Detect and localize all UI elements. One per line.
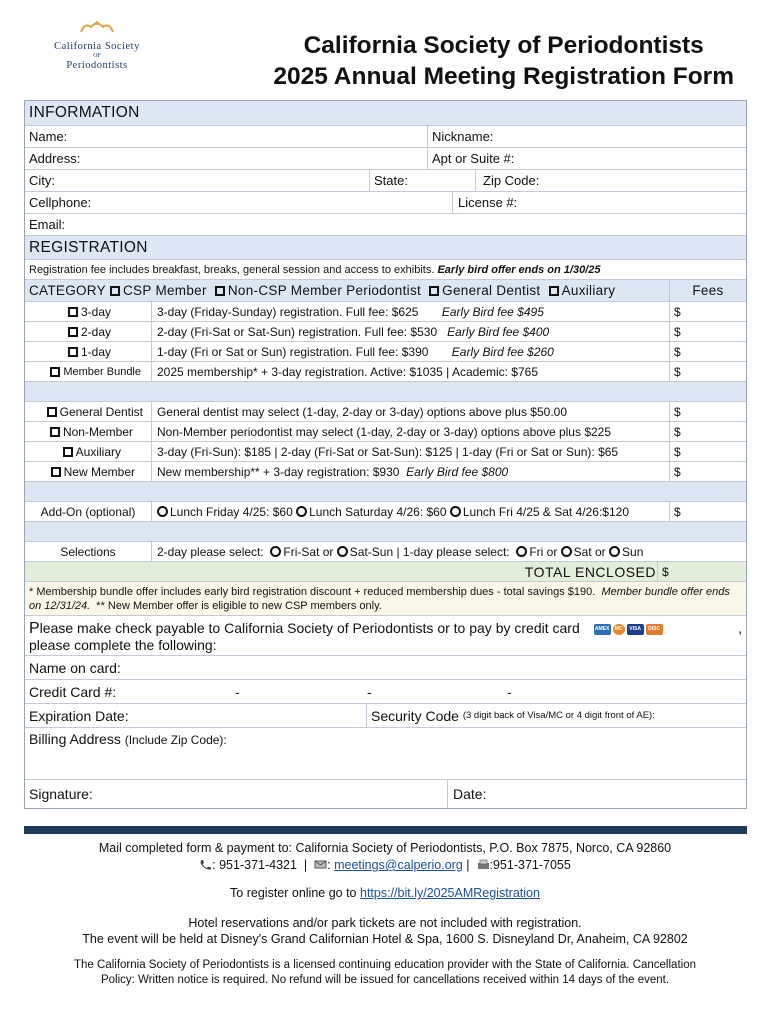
sel-fri-sat-radio[interactable] <box>270 546 281 557</box>
option-2day-desc-text: 2-day (Fri-Sat or Sat-Sun) registration. Full fee: $530 <box>157 324 438 339</box>
payment-intro-big: P <box>29 620 40 637</box>
option-row <box>25 442 746 462</box>
option-member-bundle[interactable] <box>25 362 151 381</box>
contact-email-link[interactable]: meetings@calperio.org <box>334 858 463 872</box>
addon-lunch-fri-label: Lunch Friday 4/25: $60 <box>170 504 293 519</box>
cellphone-field[interactable]: Cellphone: <box>29 195 92 210</box>
contact-line <box>0 857 770 873</box>
expiration-row <box>25 704 746 728</box>
billing-row <box>25 728 746 780</box>
addon-label: Add-On (optional) <box>40 504 136 519</box>
footer-divider <box>24 826 747 834</box>
sel-sat-radio[interactable] <box>561 546 572 557</box>
visa-icon: VISA <box>627 624 644 635</box>
name-on-card-field[interactable]: Name on card: <box>29 659 121 676</box>
payment-intro-text: lease make check payable to California Society of Periodontists or to pay by credit card <box>39 620 580 636</box>
option-row <box>25 322 746 342</box>
expiration-field[interactable]: Expiration Date: <box>29 707 129 724</box>
option-row <box>25 462 746 482</box>
option-member-bundle-fee[interactable]: $ <box>669 362 746 381</box>
option-new-member-desc <box>151 462 669 481</box>
option-general-dentist-fee[interactable]: $ <box>669 402 746 421</box>
sel-fri-sat-label: Fri-Sat or <box>283 544 334 559</box>
option-2day-label: 2-day <box>80 324 111 339</box>
option-3day[interactable] <box>25 302 151 321</box>
email-field[interactable]: Email: <box>29 217 66 232</box>
spacer-row <box>25 522 746 542</box>
early-bird-deadline: Early bird offer ends on 1/30/25 <box>437 263 601 276</box>
sel-sun-radio[interactable] <box>609 546 620 557</box>
option-3day-label: 3-day <box>80 304 111 319</box>
city-field[interactable]: City: <box>29 173 55 188</box>
credit-card-dash-1: - <box>235 683 240 700</box>
nickname-field[interactable]: Nickname: <box>427 126 746 147</box>
option-1day-checkbox[interactable] <box>68 347 78 357</box>
category-label: CATEGORY <box>29 283 106 298</box>
selections-options <box>151 542 746 561</box>
phone-icon <box>199 859 212 870</box>
addon-fee[interactable]: $ <box>669 502 746 521</box>
mail-instructions: Mail completed form & payment to: California Society of Periodontists, P.O. Box 7875, Norco, CA 92860 <box>98 841 672 855</box>
addon-lunch-sat-radio[interactable] <box>296 506 307 517</box>
mastercard-icon: MC <box>613 624 625 635</box>
logo-line3: Periodontists <box>66 60 128 71</box>
option-auxiliary-fee[interactable]: $ <box>669 442 746 461</box>
note-end: ** New Member offer is eligible to new CSP members only. <box>96 600 382 612</box>
fee-note <box>29 260 746 279</box>
title-line2: 2025 Annual Meeting Registration Form <box>273 63 734 90</box>
information-section-header <box>25 101 746 126</box>
addon-row <box>25 502 746 522</box>
logo-line2: OF <box>93 53 101 59</box>
option-3day-fee[interactable]: $ <box>669 302 746 321</box>
security-code-note: (3 digit back of Visa/MC or 4 digit front of AE): <box>462 710 655 721</box>
option-2day-checkbox[interactable] <box>68 327 78 337</box>
option-auxiliary-label: Auxiliary <box>75 444 121 459</box>
option-row <box>25 342 746 362</box>
option-1day-label: 1-day <box>80 344 111 359</box>
fax-icon <box>477 859 490 870</box>
address-field[interactable]: Address: <box>29 151 81 166</box>
payment-intro-comma: , <box>738 620 742 636</box>
license-field[interactable]: License #: <box>452 192 746 213</box>
signature-field[interactable]: Signature: <box>29 786 93 802</box>
online-registration-link[interactable]: https://bit.ly/2025AMRegistration <box>360 886 540 900</box>
date-field[interactable]: Date: <box>447 780 746 808</box>
csp-member-checkbox[interactable] <box>110 286 120 296</box>
address-row <box>25 148 746 170</box>
option-1day-early: Early Bird fee $260 <box>451 344 554 359</box>
option-auxiliary-checkbox[interactable] <box>63 447 73 457</box>
contact-sep-2: | <box>466 858 470 872</box>
option-non-member[interactable] <box>25 422 151 441</box>
option-2day-early: Early Bird fee $400 <box>447 324 550 339</box>
option-new-member-checkbox[interactable] <box>51 467 61 477</box>
online-prefix: To register online go to <box>230 886 357 900</box>
auxiliary-category-label: Auxiliary <box>561 283 616 298</box>
option-1day-desc-text: 1-day (Fri or Sat or Sun) registration. Full fee: $390 <box>157 344 429 359</box>
option-non-member-checkbox[interactable] <box>50 427 60 437</box>
fees-header: Fees <box>669 280 746 301</box>
contact-sep-1: | <box>303 858 308 872</box>
billing-address-note: (Include Zip Code): <box>124 733 227 747</box>
sel-sat-label: Sat or <box>573 544 606 559</box>
spacer-row <box>25 482 746 502</box>
option-new-member-fee[interactable]: $ <box>669 462 746 481</box>
option-auxiliary-desc: 3-day (Fri-Sun): $185 | 2-day (Fri-Sat or Sat-Sun): $125 | 1-day (Fri or Sat or Sun): $65 <box>151 442 669 461</box>
option-non-member-fee[interactable]: $ <box>669 422 746 441</box>
category-options <box>29 280 669 301</box>
option-new-member-desc-text: New membership** + 3-day registration: $930 <box>157 464 400 479</box>
spacer-row <box>25 382 746 402</box>
payment-intro-row <box>25 616 746 656</box>
total-row <box>25 562 746 582</box>
option-new-member-label: New Member <box>63 464 135 479</box>
non-csp-member-checkbox[interactable] <box>215 286 225 296</box>
auxiliary-category-checkbox[interactable] <box>549 286 559 296</box>
option-2day-desc <box>151 322 669 341</box>
sel-sun-label: Sun <box>622 544 644 559</box>
general-dentist-category-checkbox[interactable] <box>429 286 439 296</box>
option-member-bundle-desc: 2025 membership* + 3-day registration. Active: $1035 | Academic: $765 <box>151 362 669 381</box>
credit-card-icons <box>594 624 663 635</box>
credit-card-dash-2: - <box>367 683 372 700</box>
hotel-note-1: Hotel reservations and/or park tickets are not included with registration. <box>188 916 582 930</box>
sel-fri-label: Fri or <box>529 544 558 559</box>
option-2day[interactable] <box>25 322 151 341</box>
name-on-card-row <box>25 656 746 680</box>
option-non-member-label: Non-Member <box>62 424 133 439</box>
name-field[interactable]: Name: <box>29 129 68 144</box>
ce-note-1: The California Society of Periodontists is a licensed continuing education provider with the State of California. Cancellation <box>74 959 696 971</box>
signature-row <box>25 780 746 808</box>
category-row <box>25 280 746 302</box>
option-3day-desc <box>151 302 669 321</box>
csp-member-label: CSP Member <box>122 283 207 298</box>
fee-note-text: Registration fee includes breakfast, breaks, general session and access to exhibits. <box>29 263 435 276</box>
credit-card-dash-3: - <box>507 683 512 700</box>
addon-lunch-sat-label: Lunch Saturday 4/26: $60 <box>309 504 447 519</box>
option-3day-early: Early Bird fee $495 <box>441 304 544 319</box>
option-member-bundle-label: Member Bundle <box>63 365 141 378</box>
option-3day-desc-text: 3-day (Friday-Sunday) registration. Full fee: $625 <box>157 304 419 319</box>
sel-sat-sun-radio[interactable] <box>337 546 348 557</box>
sel-2day-label: 2-day please select: <box>157 544 264 559</box>
payment-intro <box>29 620 742 654</box>
option-general-dentist-desc: General dentist may select (1-day, 2-day or 3-day) options above plus $50.00 <box>151 402 669 421</box>
option-general-dentist-label: General Dentist <box>59 404 143 419</box>
option-row <box>25 362 746 382</box>
option-new-member-early: Early Bird fee $800 <box>406 464 509 479</box>
billing-address-field[interactable] <box>29 731 227 747</box>
discover-icon: DISC <box>646 624 663 635</box>
amex-icon: AMEX <box>594 624 611 635</box>
addon-lunch-both-radio[interactable] <box>450 506 461 517</box>
option-non-member-desc: Non-Member periodontist may select (1-day, 2-day or 3-day) options above plus $225 <box>151 422 669 441</box>
membership-note <box>25 582 746 616</box>
option-1day-fee[interactable]: $ <box>669 342 746 361</box>
note-main: * Membership bundle offer includes early bird registration discount + reduced membership dues - total savings $190. <box>29 586 596 598</box>
information-heading: INFORMATION <box>29 104 140 121</box>
option-row <box>25 422 746 442</box>
credit-card-row <box>25 680 746 704</box>
city-row <box>25 170 746 192</box>
email-icon <box>314 859 327 870</box>
option-3day-checkbox[interactable] <box>68 307 78 317</box>
name-row <box>25 126 746 148</box>
membership-note-text <box>29 585 740 613</box>
option-general-dentist-checkbox[interactable] <box>47 407 57 417</box>
security-code-field[interactable] <box>366 704 746 727</box>
sel-fri-radio[interactable] <box>516 546 527 557</box>
online-registration <box>0 885 770 901</box>
email-row <box>25 214 746 236</box>
note-italic: Member bundle offer ends on 12/31/24. <box>29 586 730 612</box>
logo <box>22 20 172 80</box>
zip-field[interactable]: Zip Code: <box>475 170 746 191</box>
option-2day-fee[interactable]: $ <box>669 322 746 341</box>
title-line1: California Society of Periodontists <box>303 32 704 59</box>
non-csp-member-label: Non-CSP Member Periodontist <box>227 283 422 298</box>
option-new-member[interactable] <box>25 462 151 481</box>
logo-line1: California Society <box>54 41 140 52</box>
registration-heading: REGISTRATION <box>29 238 148 256</box>
contact-email-prefix: : <box>327 858 331 872</box>
contact-phone: : 951-371-4321 <box>212 858 297 872</box>
option-1day-desc <box>151 342 669 361</box>
page-title <box>273 30 734 92</box>
total-fee[interactable]: $ <box>657 562 746 581</box>
cellphone-row <box>25 192 746 214</box>
security-code-label: Security Code <box>371 707 459 724</box>
billing-address-label: Billing Address <box>29 731 121 747</box>
option-row <box>25 402 746 422</box>
total-label: TOTAL ENCLOSED <box>524 563 656 580</box>
selections-row <box>25 542 746 562</box>
option-row <box>25 302 746 322</box>
option-1day[interactable] <box>25 342 151 361</box>
fee-note-row <box>25 260 746 280</box>
registration-section-header <box>25 236 746 260</box>
hotel-note-2: The event will be held at Disney's Grand Californian Hotel & Spa, 1600 S. Disneyland Dr, Anaheim, CA 92802 <box>82 932 688 946</box>
state-field[interactable]: State: <box>369 170 475 191</box>
addon-options <box>151 502 669 521</box>
contact-fax: :951-371-7055 <box>489 858 571 872</box>
payment-intro-line2: please complete the following: <box>29 637 217 653</box>
ce-note-2: Policy: Written notice is required. No refund will be issued for cancellations received within 14 days of the event. <box>100 974 670 986</box>
addon-lunch-both-label: Lunch Fri 4/25 & Sat 4/26:$120 <box>462 504 629 519</box>
selections-label: Selections <box>60 544 116 559</box>
apt-field[interactable]: Apt or Suite #: <box>427 148 746 169</box>
logo-crown-icon <box>77 20 117 34</box>
option-general-dentist[interactable] <box>25 402 151 421</box>
option-auxiliary[interactable] <box>25 442 151 461</box>
addon-lunch-fri-radio[interactable] <box>157 506 168 517</box>
sel-sat-sun-label: Sat-Sun | 1-day please select: <box>349 544 510 559</box>
general-dentist-category-label: General Dentist <box>442 283 541 298</box>
credit-card-field[interactable]: Credit Card #: <box>29 683 117 700</box>
registration-form <box>24 100 747 809</box>
option-member-bundle-checkbox[interactable] <box>50 367 60 377</box>
